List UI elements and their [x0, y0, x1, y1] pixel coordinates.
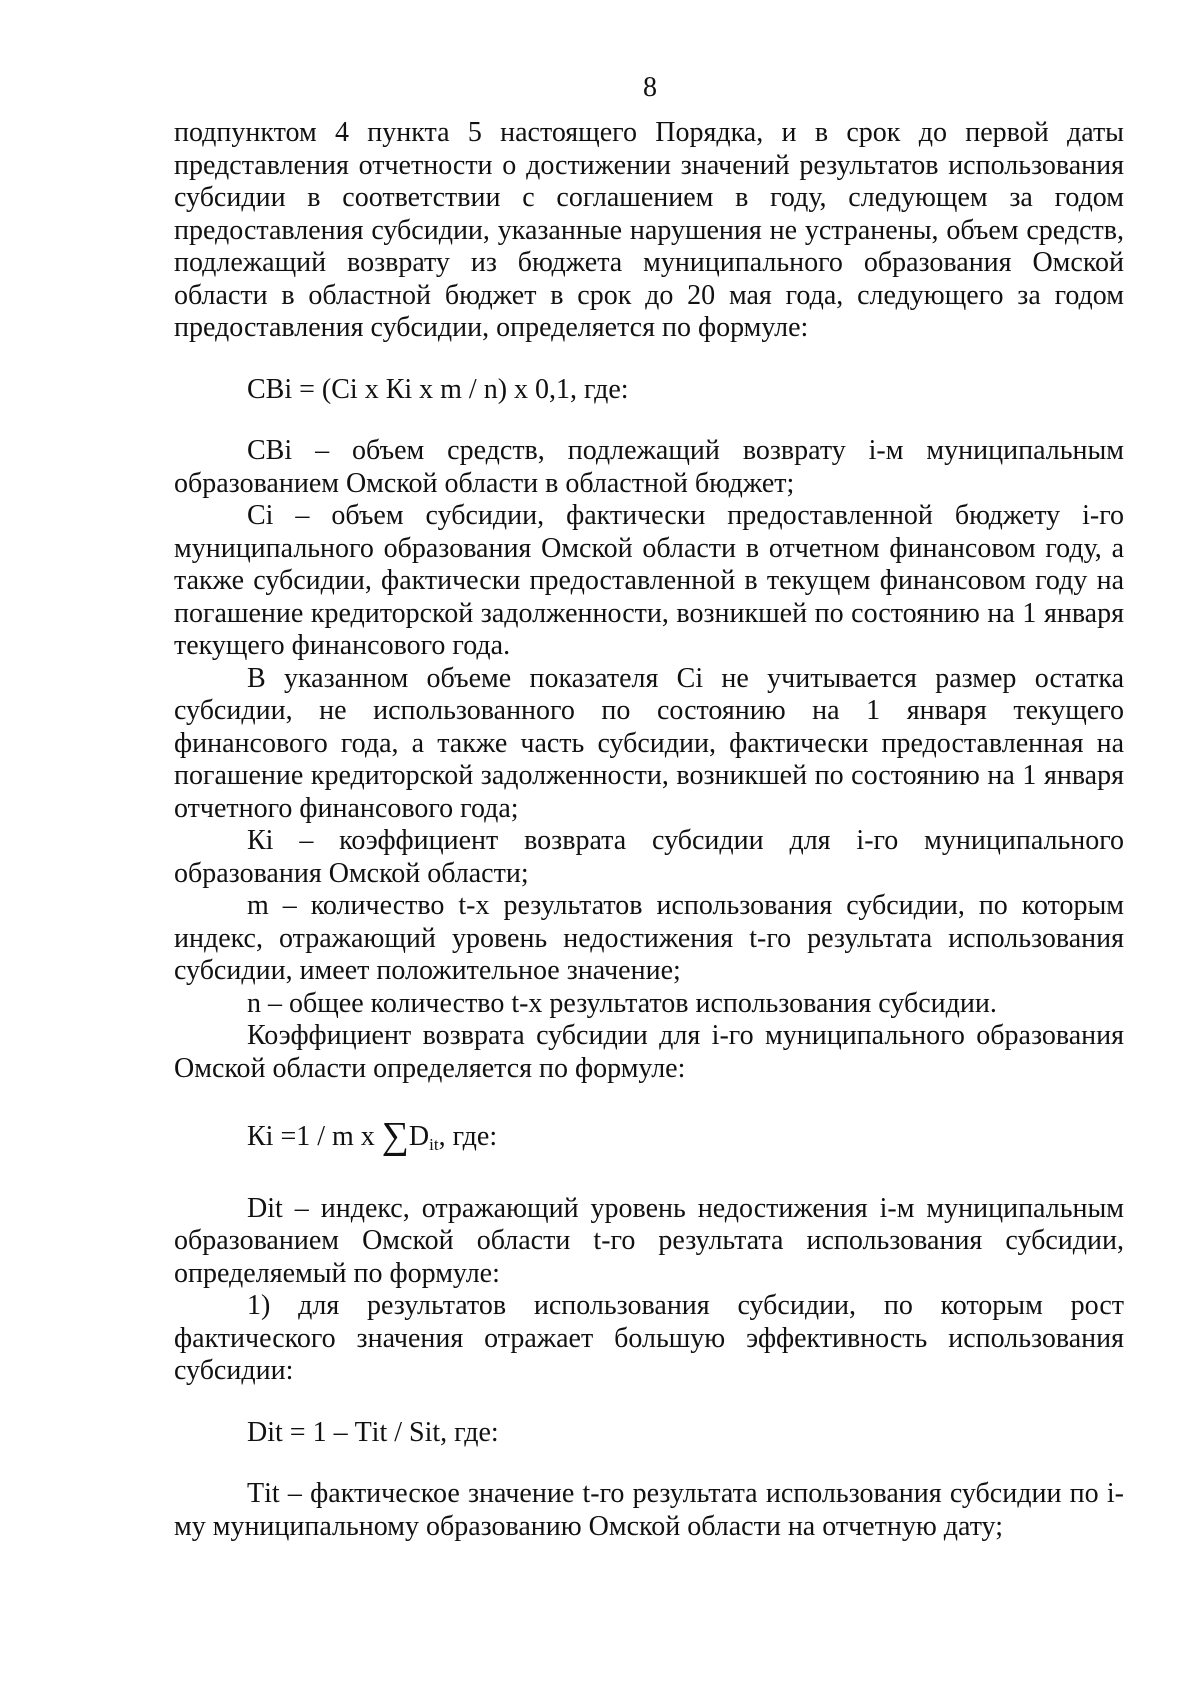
paragraph-intro: подпунктом 4 пункта 5 настоящего Порядка, и в срок до первой даты представления отчетности о достижении значений результатов использования субсидии в соответствии с соглашением в году, следующем за годом предоставления субсидии, указанные нарушения не устранены, объем средств, подлежащий возврату из бюджета муниципального образования Омской области в областной бюджет в срок до 20 мая года, следующего за годом предоставления субсидии, определяется по формуле:: [174, 117, 1124, 343]
paragraph-cvi-definition: СВi – объем средств, подлежащий возврату i-м муниципальным образованием Омской области в областной бюджет;: [174, 435, 1124, 499]
paragraph-m-definition: m – количество t-х результатов использования субсидии, по которым индекс, отражающий уровень недостижения t-го результата использования субсидии, имеет положительное значение;: [174, 890, 1124, 986]
formula-ki-subscript: it: [429, 1135, 439, 1154]
paragraph-n-definition: n – общее количество t-х результатов использования субсидии.: [247, 987, 997, 1019]
formula-ki-d: D: [408, 1121, 430, 1152]
paragraph-dit-definition: Dit – индекс, отражающий уровень недостижения i-м муниципальным образованием Омской области t-го результата использования субсидии, определяемый по формуле:: [174, 1192, 1124, 1289]
paragraph-ki-definition: Кi – коэффициент возврата субсидии для i-го муниципального образования Омской области;: [174, 825, 1124, 889]
formula-cvi: СВi = (Сi х Кi х m / n) х 0,1, где:: [247, 373, 629, 405]
formula-ki-lead: Кi =1 / m х: [247, 1121, 382, 1152]
paragraph-case-1: 1) для результатов использования субсидии, по которым рост фактического значения отражает большую эффективность использования субсидии:: [174, 1290, 1124, 1386]
paragraph-ci-definition: Сi – объем субсидии, фактически предоставленной бюджету i-го муниципального образования Омской области в отчетном финансовом году, а также субсидии, фактически предоставленной в текущем финансовом году на погашение кредиторской задолженности, возникшей по состоянию на 1 января текущего финансового года.: [174, 500, 1124, 661]
paragraph-tit-definition: Тit – фактическое значение t-го результата использования субсидии по i-му муниципальному образованию Омской области на отчетную дату;: [174, 1478, 1124, 1542]
formula-dit: Dit = 1 – Тit / Sit, где:: [247, 1416, 499, 1448]
paragraph-ki-formula-intro: Коэффициент возврата субсидии для i-го муниципального образования Омской области определяется по формуле:: [174, 1020, 1124, 1084]
page-number: 8: [643, 72, 657, 103]
formula-ki: [174, 1115, 1124, 1157]
formula-ki-tail: , где:: [438, 1121, 498, 1152]
document-body: [174, 117, 1124, 1543]
sigma-icon: ∑: [381, 1115, 409, 1157]
paragraph-ci-exclusions: В указанном объеме показателя Сi не учитывается размер остатка субсидии, не использованного по состоянию на 1 января текущего финансового года, а также часть субсидии, фактически предоставленная на погашение кредиторской задолженности, возникшей по состоянию на 1 января отчетного финансового года;: [174, 662, 1124, 824]
